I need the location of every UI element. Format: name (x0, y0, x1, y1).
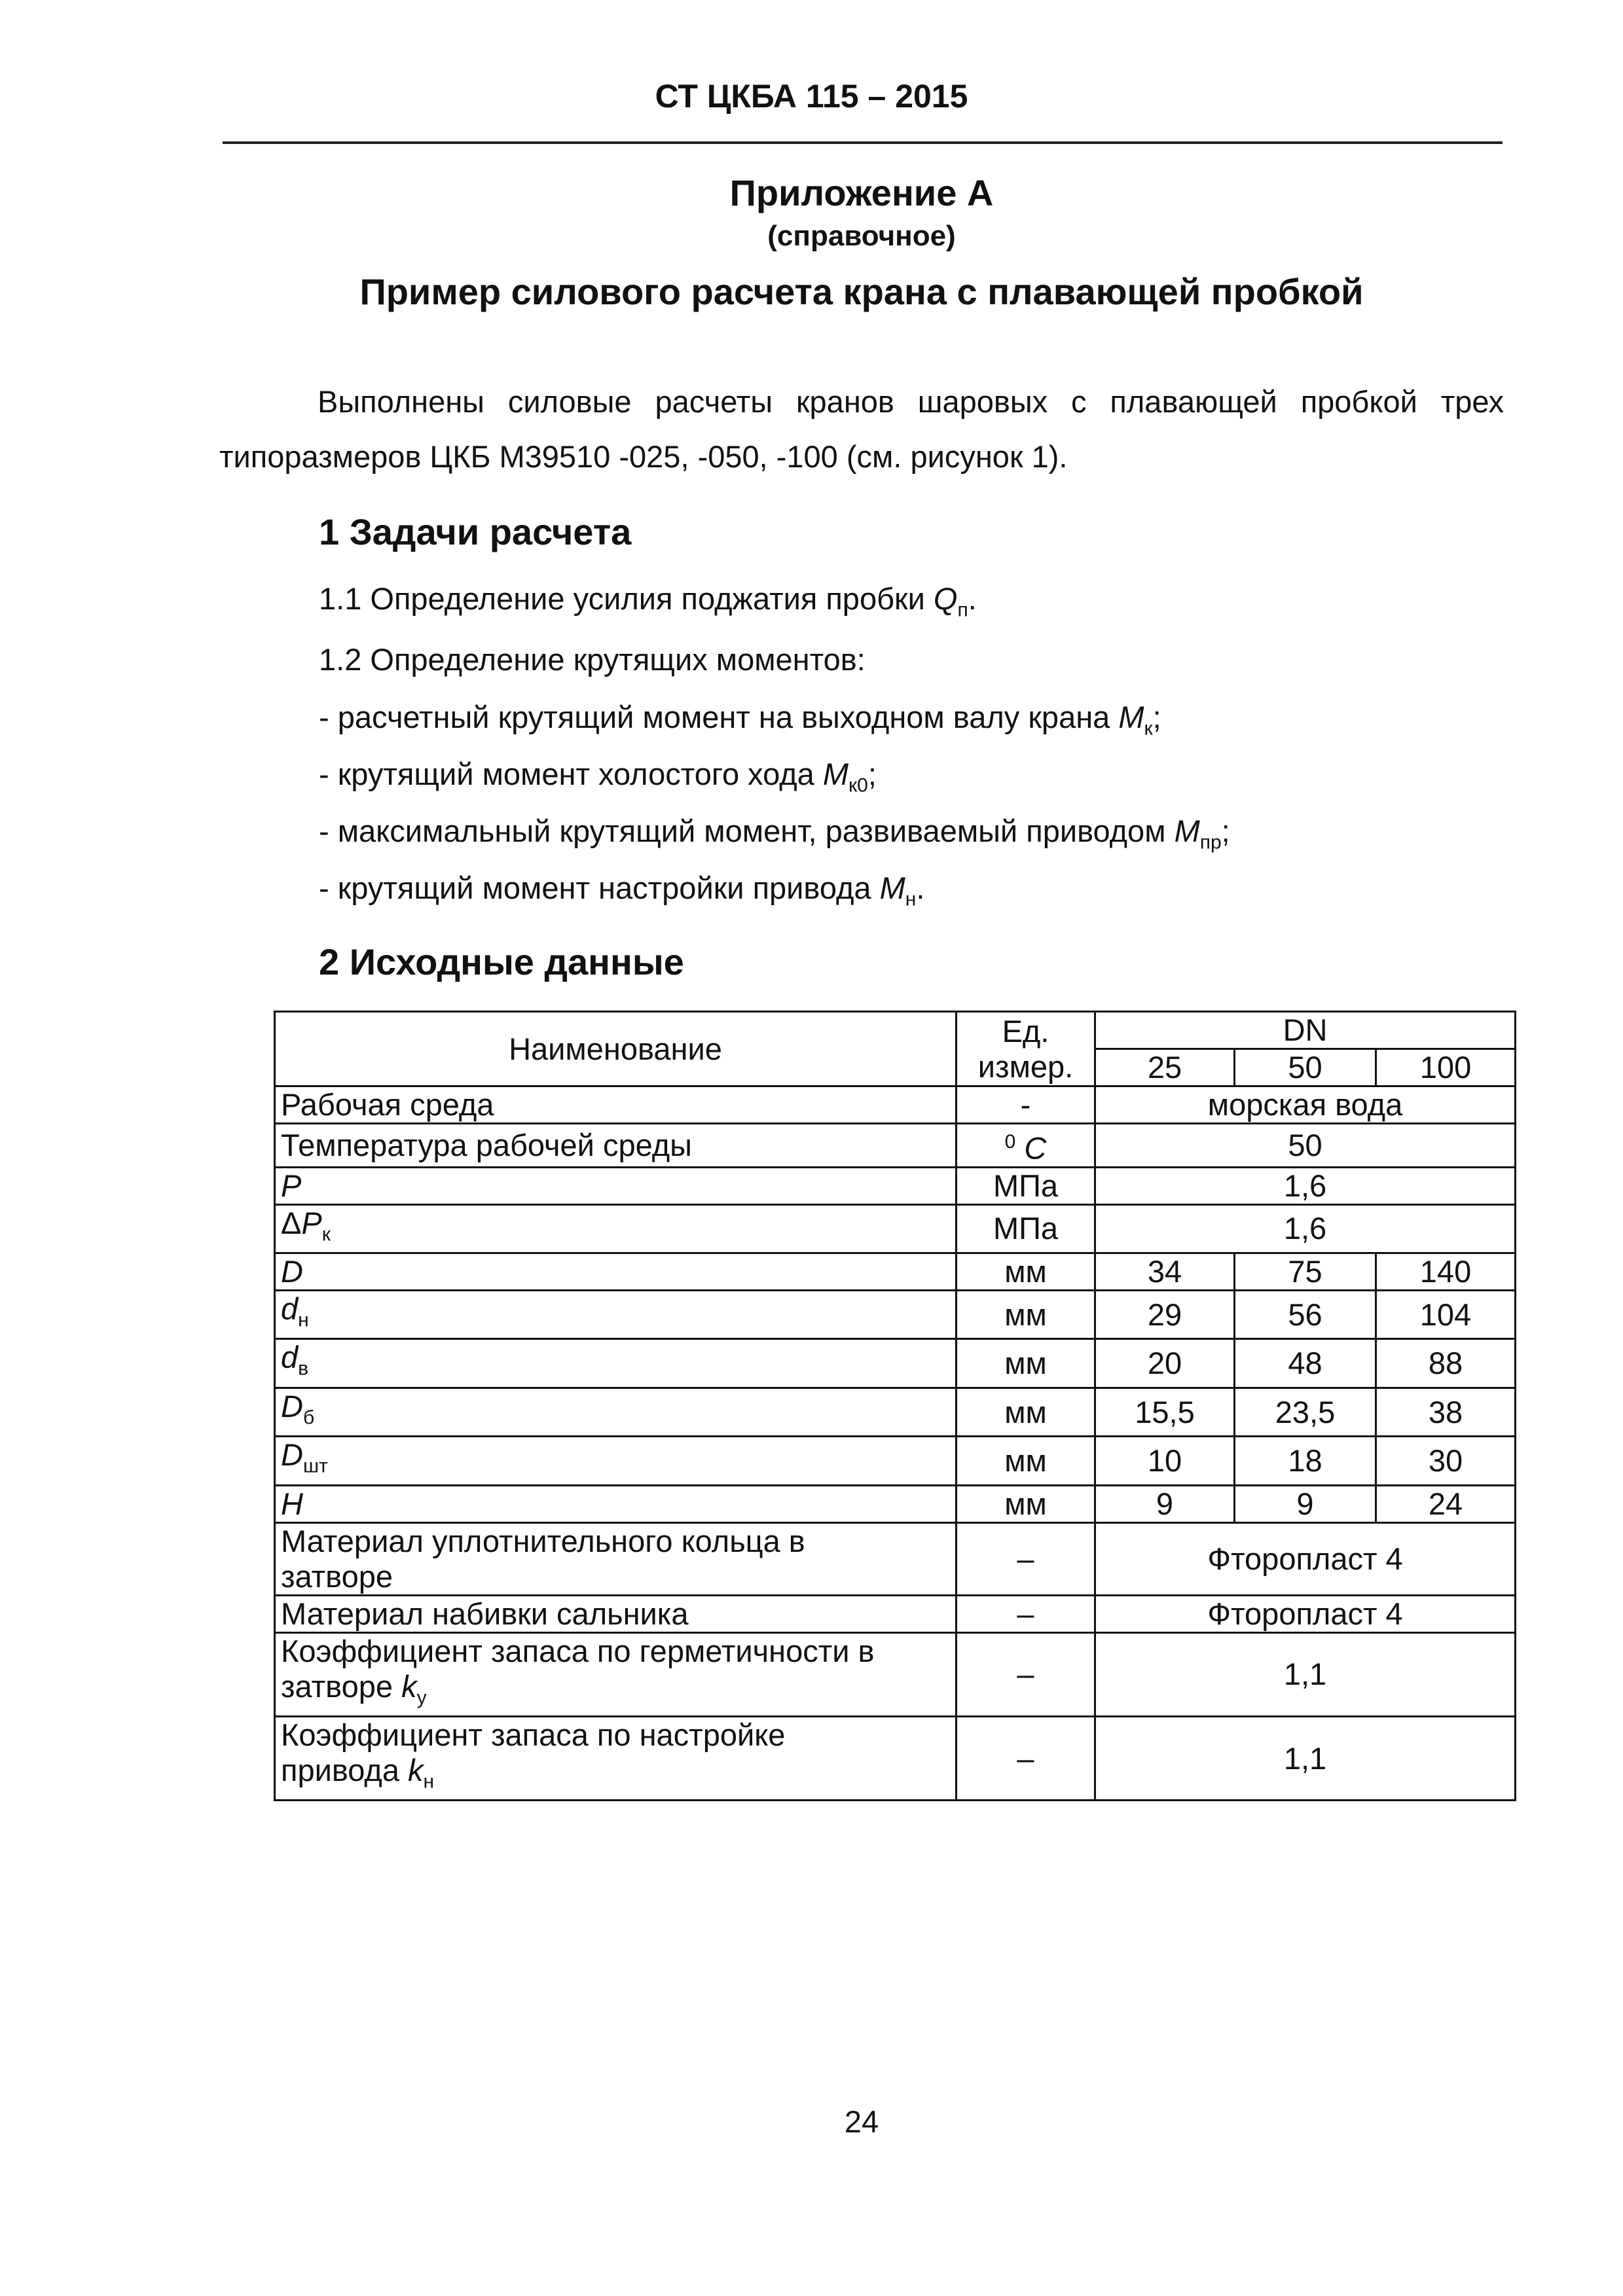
header-dn-value: 100 (1376, 1049, 1516, 1086)
row-name: Температура рабочей среды (275, 1124, 957, 1168)
row-value: 1,6 (1095, 1167, 1516, 1204)
row-name: Рабочая среда (275, 1086, 957, 1124)
intro-paragraph: Выполнены силовые расчеты кранов шаровых с плавающей пробкой трех типоразмеров ЦКБ М39510 -025, -050, -100 (см. рисунок 1). (219, 384, 1504, 474)
header-dn: DN (1095, 1012, 1516, 1049)
row-value: 10 (1095, 1437, 1235, 1485)
header-dn-value: 50 (1235, 1049, 1376, 1086)
row-value: 15,5 (1095, 1388, 1235, 1436)
row-value: 9 (1235, 1485, 1376, 1522)
standard-header: СТ ЦКБА 115 – 2015 (655, 78, 968, 115)
row-unit: МПа (957, 1204, 1095, 1253)
row-unit: мм (957, 1437, 1095, 1485)
row-value: 34 (1095, 1253, 1235, 1291)
table-row (275, 1522, 1516, 1595)
row-unit: – (957, 1595, 1095, 1632)
task-item-1-2: 1.2 Определение крутящих моментов: (319, 642, 866, 677)
table-row (275, 1717, 1516, 1801)
row-symbol: $d_н$ (275, 1291, 957, 1339)
row-value: 1,6 (1095, 1204, 1516, 1253)
bullet-item: - крутящий момент настройки привода $M_н$. (319, 870, 925, 910)
row-unit: $^0$ C (957, 1124, 1095, 1168)
header-rule (223, 141, 1503, 144)
row-value: 1,1 (1095, 1717, 1516, 1801)
table-row (275, 1632, 1516, 1716)
row-value: 140 (1376, 1253, 1516, 1291)
row-value: морская вода (1095, 1086, 1516, 1124)
row-value: 24 (1376, 1485, 1516, 1522)
bullet-item: - крутящий момент холостого хода $M_{к0}$; (319, 757, 877, 797)
section-1-heading: 1 Задачи расчета (319, 511, 632, 552)
row-unit: мм (957, 1485, 1095, 1522)
task-item-1-1: 1.1 Определение усилия поджатия пробки $Q_п$. (319, 581, 977, 621)
row-unit: мм (957, 1388, 1095, 1436)
row-value: 104 (1376, 1291, 1516, 1339)
row-name: Материал набивки сальника (275, 1595, 957, 1632)
appendix-title: Приложение А (729, 172, 994, 213)
row-value: 29 (1095, 1291, 1235, 1339)
header-unit: Ед. измер. (957, 1012, 1095, 1086)
table-row (275, 1124, 1516, 1168)
row-value: Фторопласт 4 (1095, 1595, 1516, 1632)
row-unit: мм (957, 1253, 1095, 1291)
row-name: Коэффициент запаса по герметичности в затворе $k_у$ (275, 1632, 957, 1716)
table-row (275, 1086, 1516, 1124)
row-symbol: H (275, 1485, 957, 1522)
table-row (275, 1485, 1516, 1522)
row-value: 38 (1376, 1388, 1516, 1436)
table-row (275, 1388, 1516, 1436)
bullet-item: - максимальный крутящий момент, развиваемый приводом $M_{пр}$; (319, 814, 1230, 853)
row-value: 20 (1095, 1339, 1235, 1388)
row-symbol: $D_{шт}$ (275, 1437, 957, 1485)
table-header-row (275, 1012, 1516, 1049)
row-unit: - (957, 1086, 1095, 1124)
row-value: 1,1 (1095, 1632, 1516, 1716)
row-value: 9 (1095, 1485, 1235, 1522)
row-unit: мм (957, 1291, 1095, 1339)
row-value: 50 (1095, 1124, 1516, 1168)
row-unit: МПа (957, 1167, 1095, 1204)
initial-data-table (274, 1011, 1516, 1801)
row-value: 30 (1376, 1437, 1516, 1485)
table-row (275, 1167, 1516, 1204)
row-value: 88 (1376, 1339, 1516, 1388)
row-value: 56 (1235, 1291, 1376, 1339)
document-title: Пример силового расчета крана с плавающей пробкой (359, 271, 1364, 312)
row-unit: мм (957, 1339, 1095, 1388)
row-symbol: $d_в$ (275, 1339, 957, 1388)
row-value: Фторопласт 4 (1095, 1522, 1516, 1595)
row-unit: – (957, 1632, 1095, 1716)
row-name: Коэффициент запаса по настройке привода $k_н$ (275, 1717, 957, 1801)
table-row (275, 1437, 1516, 1485)
header-dn-value: 25 (1095, 1049, 1235, 1086)
row-unit: – (957, 1522, 1095, 1595)
row-symbol: P (275, 1167, 957, 1204)
row-name: Материал уплотнительного кольца в затворе (275, 1522, 957, 1595)
row-symbol: $D_б$ (275, 1388, 957, 1436)
table-row (275, 1595, 1516, 1632)
row-value: 48 (1235, 1339, 1376, 1388)
row-value: 23,5 (1235, 1388, 1376, 1436)
bullet-item: - расчетный крутящий момент на выходном валу крана $M_к$; (319, 700, 1161, 740)
row-symbol: D (275, 1253, 957, 1291)
row-value: 75 (1235, 1253, 1376, 1291)
table-row (275, 1339, 1516, 1388)
table-row (275, 1204, 1516, 1253)
appendix-subtitle: (справочное) (767, 220, 956, 252)
header-name: Наименование (275, 1012, 957, 1086)
row-value: 18 (1235, 1437, 1376, 1485)
section-2-heading: 2 Исходные данные (319, 941, 684, 982)
table-row (275, 1253, 1516, 1291)
row-unit: – (957, 1717, 1095, 1801)
page-number: 24 (844, 2104, 879, 2139)
row-symbol: $\Delta P_к$ (275, 1204, 957, 1253)
table-row (275, 1291, 1516, 1339)
